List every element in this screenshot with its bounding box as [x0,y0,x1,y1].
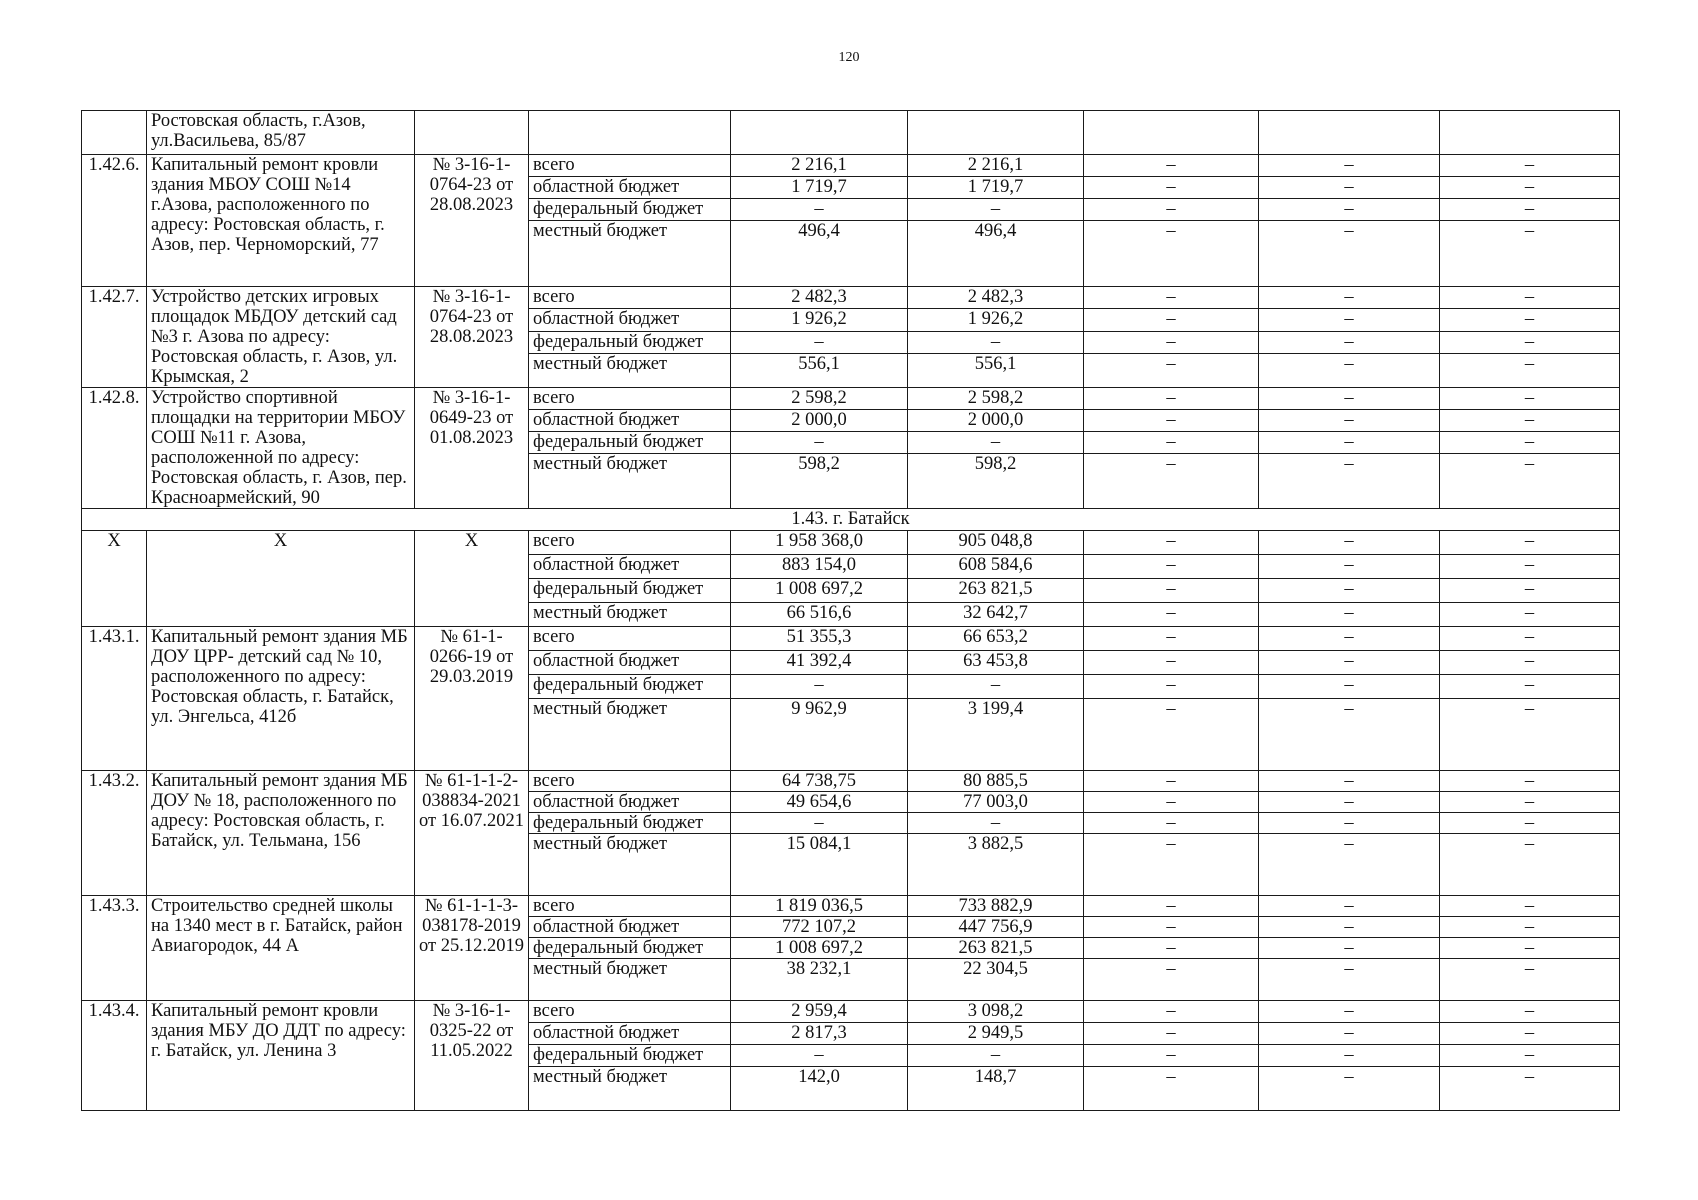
funding-source-cell: областной бюджет [529,1023,731,1045]
funding-source-cell: федеральный бюджет [529,813,731,834]
value-cell: – [1440,1045,1620,1067]
value-cell: 66 653,2 [908,627,1084,651]
funding-source-cell: федеральный бюджет [529,432,731,454]
value-cell: 2 598,2 [731,388,908,410]
table-row [82,155,1620,177]
value-cell: – [1259,354,1440,388]
value-cell: 2 482,3 [731,287,908,309]
value-cell: – [1259,454,1440,509]
value-cell: 496,4 [908,221,1084,287]
value-cell: – [1440,959,1620,1001]
value-cell: – [1084,432,1259,454]
value-cell: – [1440,813,1620,834]
value-cell: – [1259,603,1440,627]
funding-source-cell: всего [529,896,731,917]
value-cell: – [1440,454,1620,509]
value-cell: – [1084,331,1259,353]
row-number-cell: 1.42.7. [82,287,147,388]
value-cell: – [1259,1045,1440,1067]
value-cell: – [1084,155,1259,177]
value-cell: – [1084,177,1259,199]
value-cell: – [908,432,1084,454]
value-cell: – [1440,432,1620,454]
funding-source-cell: местный бюджет [529,699,731,771]
value-cell: 2 000,0 [908,410,1084,432]
object-name-cell: Капитальный ремонт кровли здания МБОУ СОШ №14 г.Азова, расположенного по адресу: Ростовская область, г. Азов, пер. Черноморский, 77 [147,155,415,287]
value-cell: – [1084,454,1259,509]
value-cell: – [1259,309,1440,331]
value-cell: 2 959,4 [731,1001,908,1023]
value-cell: 64 738,75 [731,771,908,792]
value-cell: 556,1 [908,354,1084,388]
value-cell: 32 642,7 [908,603,1084,627]
value-cell: – [1084,287,1259,309]
value-cell: – [1440,579,1620,603]
row-number-cell: 1.42.8. [82,388,147,509]
document-cell: № 3-16-1-0764-23 от 28.08.2023 [415,155,529,287]
funding-source-cell: местный бюджет [529,354,731,388]
value-cell: – [1259,834,1440,896]
value-cell: 1 719,7 [908,177,1084,199]
funding-source-cell: областной бюджет [529,651,731,675]
value-cell: 2 216,1 [731,155,908,177]
value-cell: – [1084,354,1259,388]
value-cell: – [1440,1001,1620,1023]
value-cell: 142,0 [731,1067,908,1111]
value-cell [1084,111,1259,155]
value-cell: 51 355,3 [731,627,908,651]
funding-source-cell: федеральный бюджет [529,331,731,353]
value-cell: 9 962,9 [731,699,908,771]
value-cell: 2 949,5 [908,1023,1084,1045]
value-cell: – [1259,199,1440,221]
value-cell: – [1259,410,1440,432]
document-cell: № 61-1-0266-19 от 29.03.2019 [415,627,529,771]
value-cell: – [908,331,1084,353]
document-cell [415,111,529,155]
value-cell: 3 199,4 [908,699,1084,771]
value-cell: – [908,199,1084,221]
value-cell: – [1084,410,1259,432]
funding-source-cell: местный бюджет [529,603,731,627]
value-cell: – [1084,651,1259,675]
table-row [82,1001,1620,1023]
value-cell: 883 154,0 [731,555,908,579]
value-cell: – [1084,959,1259,1001]
value-cell: – [1259,155,1440,177]
value-cell: – [1084,792,1259,813]
value-cell: – [1084,221,1259,287]
value-cell: 772 107,2 [731,917,908,938]
value-cell: – [1259,287,1440,309]
value-cell: – [1259,177,1440,199]
value-cell: 905 048,8 [908,531,1084,555]
value-cell: – [1259,432,1440,454]
value-cell: 148,7 [908,1067,1084,1111]
value-cell: – [1440,1067,1620,1111]
value-cell [1440,111,1620,155]
value-cell: – [1259,388,1440,410]
funding-source-cell: всего [529,1001,731,1023]
object-name-cell: Устройство детских игровых площадок МБДОУ детский сад №3 г. Азова по адресу: Ростовская область, г. Азов, ул. Крымская, 2 [147,287,415,388]
value-cell: – [1440,531,1620,555]
value-cell: 41 392,4 [731,651,908,675]
value-cell: 77 003,0 [908,792,1084,813]
value-cell: 556,1 [731,354,908,388]
object-name-cell: Капитальный ремонт кровли здания МБУ ДО ДДТ по адресу: г. Батайск, ул. Ленина 3 [147,1001,415,1111]
value-cell: – [1440,834,1620,896]
value-cell: 496,4 [731,221,908,287]
object-name-cell: Капитальный ремонт здания МБ ДОУ № 18, расположенного по адресу: Ростовская область, г. Батайск, ул. Тельмана, 156 [147,771,415,896]
row-number-cell: X [82,531,147,627]
value-cell: – [1259,917,1440,938]
document-cell: X [415,531,529,627]
value-cell: 66 516,6 [731,603,908,627]
value-cell: 49 654,6 [731,792,908,813]
funding-source-cell: федеральный бюджет [529,199,731,221]
funding-source-cell: местный бюджет [529,454,731,509]
value-cell: – [731,1045,908,1067]
source-cell [529,111,731,155]
value-cell: 1 926,2 [908,309,1084,331]
funding-source-cell: всего [529,155,731,177]
value-cell: 63 453,8 [908,651,1084,675]
value-cell: – [1440,177,1620,199]
value-cell: – [1084,579,1259,603]
object-name-cell: Устройство спортивной площадки на территории МБОУ СОШ №11 г. Азова, расположенной по адресу: Ростовская область, г. Азов, пер. Красноармейский, 90 [147,388,415,509]
object-name-cell: Ростовская область, г.Азов, ул.Васильева, 85/87 [147,111,415,155]
value-cell: – [1440,917,1620,938]
funding-source-cell: областной бюджет [529,309,731,331]
value-cell: – [1440,699,1620,771]
value-cell: – [1440,331,1620,353]
value-cell: – [1440,675,1620,699]
value-cell: – [731,675,908,699]
value-cell: 80 885,5 [908,771,1084,792]
value-cell: – [1259,771,1440,792]
page-number: 120 [838,50,860,65]
value-cell: – [1259,627,1440,651]
value-cell [1259,111,1440,155]
value-cell: – [1259,699,1440,771]
total-row [82,531,1620,555]
value-cell: – [1259,1067,1440,1111]
funding-source-cell: всего [529,531,731,555]
value-cell: 263 821,5 [908,579,1084,603]
value-cell: – [1084,555,1259,579]
value-cell: – [1440,792,1620,813]
value-cell: – [1440,771,1620,792]
value-cell: 608 584,6 [908,555,1084,579]
value-cell: 22 304,5 [908,959,1084,1001]
funding-source-cell: областной бюджет [529,177,731,199]
value-cell: – [1259,675,1440,699]
value-cell: – [1440,555,1620,579]
value-cell: – [1440,938,1620,959]
value-cell: – [1259,792,1440,813]
funding-source-cell: всего [529,627,731,651]
document-cell: № 3-16-1-0325-22 от 11.05.2022 [415,1001,529,1111]
value-cell: 1 926,2 [731,309,908,331]
value-cell: 2 598,2 [908,388,1084,410]
value-cell: 447 756,9 [908,917,1084,938]
table-row [82,896,1620,917]
value-cell: – [1259,1001,1440,1023]
table-row [82,388,1620,410]
value-cell [908,111,1084,155]
value-cell: – [1259,896,1440,917]
value-cell: 1 008 697,2 [731,579,908,603]
value-cell: – [1084,388,1259,410]
table-row [82,771,1620,792]
value-cell: – [908,675,1084,699]
document-cell: № 3-16-1-0649-23 от 01.08.2023 [415,388,529,509]
funding-source-cell: местный бюджет [529,1067,731,1111]
value-cell: – [731,432,908,454]
section-title: 1.43. г. Батайск [82,509,1620,531]
value-cell [731,111,908,155]
value-cell: 3 882,5 [908,834,1084,896]
funding-source-cell: федеральный бюджет [529,938,731,959]
value-cell: – [1259,579,1440,603]
value-cell: – [1259,1023,1440,1045]
value-cell: – [1259,221,1440,287]
document-cell: № 61-1-1-3-038178-2019 от 25.12.2019 [415,896,529,1001]
row-number-cell [82,111,147,155]
value-cell: – [1259,531,1440,555]
value-cell: – [1084,813,1259,834]
value-cell: – [1440,896,1620,917]
value-cell: – [1440,354,1620,388]
value-cell: 263 821,5 [908,938,1084,959]
funding-source-cell: всего [529,287,731,309]
value-cell: – [1084,1045,1259,1067]
row-number-cell: 1.43.3. [82,896,147,1001]
value-cell: – [1440,287,1620,309]
value-cell: 15 084,1 [731,834,908,896]
value-cell: – [1259,651,1440,675]
value-cell: – [731,813,908,834]
value-cell: – [1440,309,1620,331]
value-cell: 733 882,9 [908,896,1084,917]
funding-source-cell: федеральный бюджет [529,579,731,603]
value-cell: – [1259,813,1440,834]
funding-source-cell: местный бюджет [529,221,731,287]
value-cell: – [1084,938,1259,959]
value-cell: – [1259,938,1440,959]
row-number-cell: 1.42.6. [82,155,147,287]
row-number-cell: 1.43.4. [82,1001,147,1111]
value-cell: – [1084,1067,1259,1111]
value-cell: – [1259,331,1440,353]
value-cell: – [1259,555,1440,579]
value-cell: 2 216,1 [908,155,1084,177]
value-cell: 38 232,1 [731,959,908,1001]
funding-source-cell: всего [529,388,731,410]
funding-source-cell: областной бюджет [529,792,731,813]
funding-source-cell: областной бюджет [529,410,731,432]
document-cell: № 61-1-1-2-038834-2021 от 16.07.2021 [415,771,529,896]
value-cell: – [1084,1023,1259,1045]
value-cell: 1 719,7 [731,177,908,199]
value-cell: – [1440,603,1620,627]
value-cell: – [908,1045,1084,1067]
value-cell: – [1084,699,1259,771]
value-cell: 2 482,3 [908,287,1084,309]
value-cell: – [1440,155,1620,177]
value-cell: – [1084,603,1259,627]
value-cell: – [1084,1001,1259,1023]
table-body [82,111,1620,1111]
table-row [82,627,1620,651]
table-row [82,111,1620,155]
value-cell: – [908,813,1084,834]
value-cell: – [1084,675,1259,699]
value-cell: – [1084,771,1259,792]
row-number-cell: 1.43.2. [82,771,147,896]
value-cell: 1 008 697,2 [731,938,908,959]
value-cell: – [1084,917,1259,938]
funding-source-cell: федеральный бюджет [529,675,731,699]
funding-source-cell: всего [529,771,731,792]
object-name-cell: Строительство средней школы на 1340 мест в г. Батайск, район Авиагородок, 44 А [147,896,415,1001]
value-cell: – [731,331,908,353]
value-cell: – [1084,309,1259,331]
table-row [82,287,1620,309]
value-cell: – [1084,896,1259,917]
object-name-cell: X [147,531,415,627]
value-cell: 1 958 368,0 [731,531,908,555]
value-cell: – [1440,1023,1620,1045]
value-cell: – [731,199,908,221]
value-cell: – [1084,531,1259,555]
value-cell: – [1259,959,1440,1001]
value-cell: – [1440,388,1620,410]
value-cell: 1 819 036,5 [731,896,908,917]
value-cell: – [1440,651,1620,675]
funding-source-cell: федеральный бюджет [529,1045,731,1067]
funding-source-cell: местный бюджет [529,834,731,896]
funding-source-cell: областной бюджет [529,917,731,938]
value-cell: – [1440,627,1620,651]
funding-source-cell: областной бюджет [529,555,731,579]
value-cell: – [1440,199,1620,221]
value-cell: 3 098,2 [908,1001,1084,1023]
value-cell: 2 817,3 [731,1023,908,1045]
value-cell: – [1084,627,1259,651]
value-cell: 2 000,0 [731,410,908,432]
value-cell: – [1084,199,1259,221]
section-row [82,509,1620,531]
funding-source-cell: местный бюджет [529,959,731,1001]
document-cell: № 3-16-1-0764-23 от 28.08.2023 [415,287,529,388]
value-cell: – [1440,221,1620,287]
value-cell: 598,2 [731,454,908,509]
value-cell: 598,2 [908,454,1084,509]
object-name-cell: Капитальный ремонт здания МБ ДОУ ЦРР- детский сад № 10, расположенного по адресу: Ростовская область, г. Батайск, ул. Энгельса, 412б [147,627,415,771]
value-cell: – [1084,834,1259,896]
budget-table [81,110,1620,1111]
row-number-cell: 1.43.1. [82,627,147,771]
value-cell: – [1440,410,1620,432]
